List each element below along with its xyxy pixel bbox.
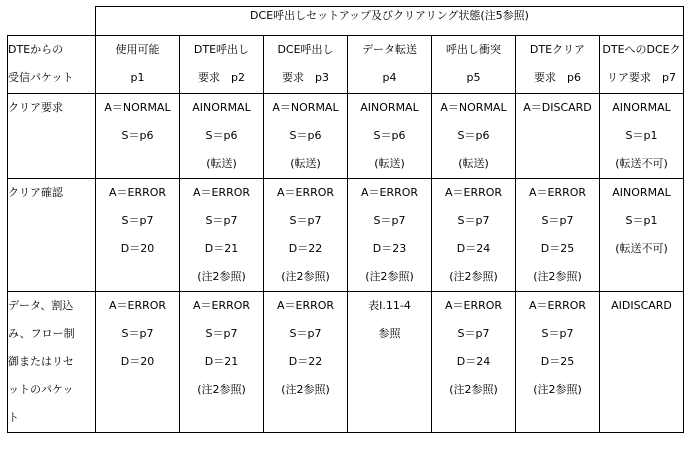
state-header-p6 (516, 36, 600, 94)
action-cell-line: S＝p7 (373, 214, 406, 227)
action-cell (432, 94, 516, 179)
state-header-line: p5 (466, 71, 481, 84)
action-cell-line: S＝p6 (373, 129, 406, 142)
packet-type-label-line: み、フロー制 (8, 327, 75, 340)
action-cell-line: (注2参照) (533, 270, 582, 283)
action-cell-line: S＝p7 (541, 327, 574, 340)
action-cell-line: (注2参照) (365, 270, 414, 283)
table-row (8, 292, 684, 433)
action-cell-line: A＝ERROR (192, 186, 251, 199)
action-cell (600, 94, 684, 179)
state-header-line: 使用可能 (115, 43, 160, 56)
action-cell-line: (注2参照) (533, 383, 582, 396)
action-cell (264, 94, 348, 179)
action-cell-line: AINORMAL (612, 101, 671, 114)
action-cell-line: D＝22 (288, 242, 323, 255)
action-cell (600, 292, 684, 433)
action-cell-line: S＝p1 (625, 129, 658, 142)
action-cell-line: S＝p7 (289, 214, 322, 227)
action-cell-line: A＝NORMAL (272, 101, 339, 114)
action-cell-line: AINORMAL (192, 101, 251, 114)
action-cell (180, 94, 264, 179)
state-header-line: 要求 p3 (282, 71, 329, 84)
action-cell (516, 179, 600, 292)
action-cell-line: A＝NORMAL (104, 101, 171, 114)
row-label-header (8, 36, 96, 94)
action-cell-line: S＝p6 (121, 129, 154, 142)
state-header-p5 (432, 36, 516, 94)
state-header-line: p4 (382, 71, 397, 84)
table-row (8, 179, 684, 292)
action-cell-line: D＝20 (120, 242, 155, 255)
row-label-header-line: 受信パケット (8, 71, 74, 84)
action-cell (348, 292, 432, 433)
state-span-header: DCE呼出しセットアップ及びクリアリング状態(注5参照) (96, 7, 684, 36)
packet-type-label-line: データ、割込 (8, 299, 74, 312)
action-cell-line: S＝p7 (205, 214, 238, 227)
action-cell-line: D＝23 (372, 242, 407, 255)
state-header-line: DCE呼出し (277, 43, 334, 56)
action-cell-line: AINORMAL (612, 186, 671, 199)
packet-type-label-line: クリア要求 (8, 101, 63, 114)
action-cell-line: D＝22 (288, 355, 323, 368)
action-cell-line: D＝24 (456, 242, 491, 255)
state-header-p3 (264, 36, 348, 94)
action-cell (348, 94, 432, 179)
packet-type-label-line: ト (8, 411, 19, 424)
action-cell-line: 表I.11-4 (368, 299, 411, 312)
state-header-p4 (348, 36, 432, 94)
action-cell-line: (注2参照) (197, 270, 246, 283)
action-cell-line: (注2参照) (281, 383, 330, 396)
action-cell-line: A＝ERROR (528, 299, 587, 312)
action-cell-line: A＝ERROR (276, 186, 335, 199)
state-header-line: 要求 p6 (534, 71, 581, 84)
packet-type-label-line: 御またはリセ (8, 355, 74, 368)
action-cell-line: (注2参照) (449, 383, 498, 396)
action-cell (264, 292, 348, 433)
action-cell-line: (転送) (458, 157, 489, 170)
state-header-p7 (600, 36, 684, 94)
action-cell-line: (転送不可) (615, 157, 668, 170)
action-cell-line: S＝p6 (205, 129, 238, 142)
state-header-line: データ転送 (362, 43, 417, 56)
action-cell (180, 179, 264, 292)
action-cell-line: D＝25 (540, 355, 575, 368)
action-cell-line: 参照 (378, 327, 401, 340)
action-cell (516, 94, 600, 179)
action-cell-line: (転送不可) (615, 242, 668, 255)
packet-type-label (8, 94, 96, 179)
action-cell-line: D＝20 (120, 355, 155, 368)
state-header-line: リア要求 p7 (607, 71, 676, 84)
action-cell-line: AINORMAL (360, 101, 419, 114)
packet-type-label-line: クリア確認 (8, 186, 63, 199)
action-cell-line: (注2参照) (281, 270, 330, 283)
action-cell-line: S＝p7 (205, 327, 238, 340)
action-cell (600, 179, 684, 292)
action-cell-line: (注2参照) (449, 270, 498, 283)
state-header-line: p1 (130, 71, 145, 84)
action-cell-line: A＝ERROR (360, 186, 419, 199)
action-cell-line: A＝NORMAL (440, 101, 507, 114)
action-cell-line: S＝p6 (457, 129, 490, 142)
corner-blank (8, 7, 96, 36)
action-cell-line: S＝p7 (121, 214, 154, 227)
action-cell-line: (転送) (290, 157, 321, 170)
action-cell-line: D＝25 (540, 242, 575, 255)
action-cell-line: S＝p7 (457, 214, 490, 227)
action-cell (432, 292, 516, 433)
action-cell (516, 292, 600, 433)
state-header-line: DTE呼出し (193, 43, 250, 56)
row-label-header-line: DTEからの (8, 43, 64, 56)
action-cell-line: S＝p7 (121, 327, 154, 340)
action-cell-line: (注2参照) (197, 383, 246, 396)
state-header-line: 要求 p2 (198, 71, 245, 84)
action-cell-line: S＝p7 (289, 327, 322, 340)
state-table (7, 6, 684, 433)
action-cell-line: A＝ERROR (444, 299, 503, 312)
action-cell (96, 179, 180, 292)
action-cell (264, 179, 348, 292)
state-header-line: 呼出し衝突 (446, 43, 501, 56)
action-cell-line: D＝24 (456, 355, 491, 368)
action-cell-line: D＝21 (204, 355, 239, 368)
packet-type-label (8, 292, 96, 433)
action-cell-line: (転送) (374, 157, 405, 170)
state-header-line: DTEへのDCEク (602, 43, 681, 56)
action-cell (96, 292, 180, 433)
action-cell-line: A＝ERROR (276, 299, 335, 312)
action-cell-line: S＝p1 (625, 214, 658, 227)
state-header-p1 (96, 36, 180, 94)
action-cell-line: A＝ERROR (192, 299, 251, 312)
table-row (8, 94, 684, 179)
action-cell-line: (転送) (206, 157, 237, 170)
action-cell (96, 94, 180, 179)
packet-type-label (8, 179, 96, 292)
action-cell-line: A＝ERROR (444, 186, 503, 199)
action-cell (348, 179, 432, 292)
action-cell (180, 292, 264, 433)
action-cell (432, 179, 516, 292)
state-header-p2 (180, 36, 264, 94)
action-cell-line: AIDISCARD (611, 299, 672, 312)
action-cell-line: S＝p7 (541, 214, 574, 227)
packet-type-label-line: ットのパケッ (8, 383, 74, 396)
action-cell-line: S＝p6 (289, 129, 322, 142)
action-cell-line: S＝p7 (457, 327, 490, 340)
action-cell-line: A＝DISCARD (523, 101, 592, 114)
state-header-line: DTEクリア (529, 43, 586, 56)
action-cell-line: A＝ERROR (528, 186, 587, 199)
action-cell-line: A＝ERROR (108, 186, 167, 199)
action-cell-line: D＝21 (204, 242, 239, 255)
action-cell-line: A＝ERROR (108, 299, 167, 312)
